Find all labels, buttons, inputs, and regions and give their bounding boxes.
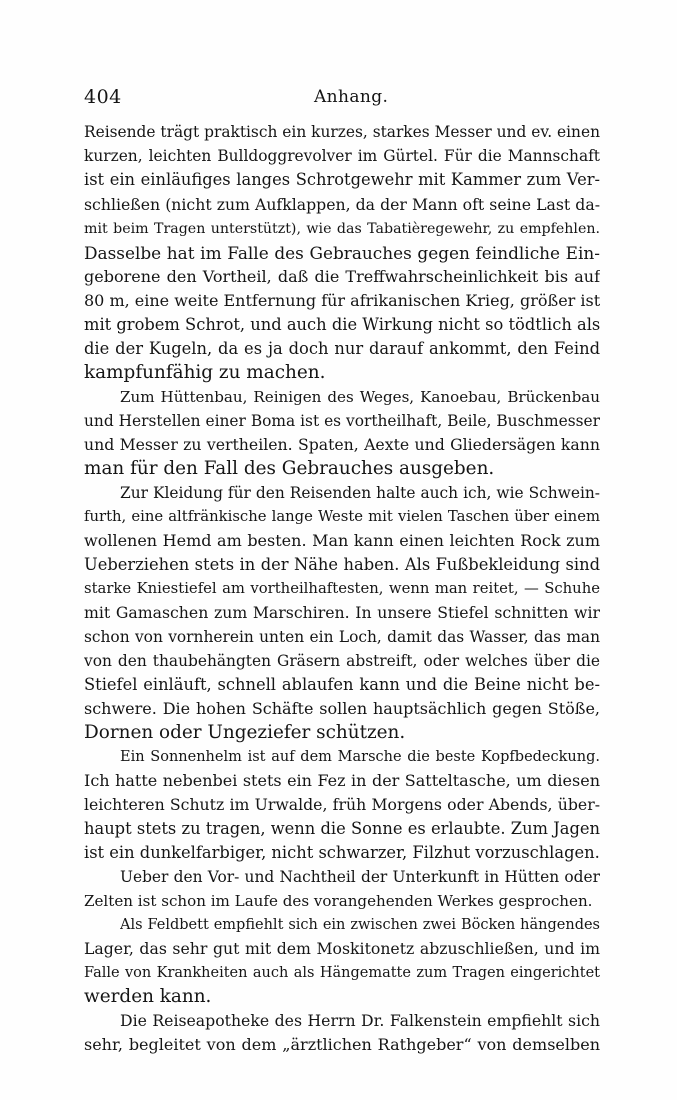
text-line: Die Reiseapotheke des Herrn Dr. Falkenstein empfiehlt sich — [120, 1011, 600, 1030]
text-line: mit Gamaschen zum Marschiren. In unsere Stiefel schnitten wir — [84, 603, 600, 622]
text-line: Zur Kleidung für den Reisenden halte auch ich, wie Schwein- — [120, 484, 600, 502]
page-number: 404 — [84, 86, 122, 108]
running-head: Anhang. — [314, 87, 389, 107]
text-line: man für den Fall des Gebrauches ausgeben. — [84, 458, 495, 479]
text-line: leichteren Schutz im Urwalde, früh Morgens oder Abends, über- — [84, 795, 600, 814]
text-line: von den thaubehängten Gräsern abstreift, oder welches über die — [84, 652, 600, 670]
text-line: Stiefel einläuft, schnell ablaufen kann und die Beine nicht be- — [84, 675, 600, 694]
text-line: ist ein einläufiges langes Schrotgewehr mit Kammer zum Ver- — [84, 170, 600, 189]
text-line: Ueber den Vor- und Nachtheil der Unterkunft in Hütten oder — [120, 868, 600, 886]
text-line: Ich hatte nebenbei stets ein Fez in der Satteltasche, um diesen — [84, 771, 600, 790]
page-header — [84, 86, 600, 112]
text-line: Dornen oder Ungeziefer schützen. — [84, 722, 406, 743]
text-line: und Messer zu vertheilen. Spaten, Aexte und Gliedersägen kann — [84, 435, 600, 454]
text-line: 80 m, eine weite Entfernung für afrikanischen Krieg, größer ist — [84, 291, 600, 310]
text-line: die der Kugeln, da es ja doch nur darauf ankommt, den Feind — [84, 339, 600, 358]
text-line: schon von vornherein unten ein Loch, damit das Wasser, das man — [84, 628, 600, 646]
text-line: schwere. Die hohen Schäfte sollen hauptsächlich gegen Stöße, — [84, 699, 600, 718]
text-line: mit beim Tragen unterstützt), wie das Tabatièregewehr, zu empfehlen. — [84, 221, 600, 237]
text-line: Ueberziehen stets in der Nähe haben. Als Fußbekleidung sind — [84, 555, 600, 574]
text-line: Dasselbe hat im Falle des Gebrauches gegen feindliche Ein- — [84, 243, 600, 263]
text-line: ist ein dunkelfarbiger, nicht schwarzer, Filzhut vorzuschlagen. — [84, 843, 600, 862]
text-line: werden kann. — [84, 986, 212, 1007]
text-line: sehr, begleitet von dem „ärztlichen Rathgeber“ von demselben — [84, 1035, 600, 1054]
text-line: Ein Sonnenhelm ist auf dem Marsche die beste Kopfbedeckung. — [120, 749, 600, 765]
text-line: Lager, das sehr gut mit dem Moskitonetz abzuschließen, und im — [84, 939, 600, 958]
text-line: haupt stets zu tragen, wenn die Sonne es erlaubte. Zum Jagen — [84, 819, 600, 838]
text-line: Zelten ist schon im Laufe des vorangehenden Werkes gesprochen. — [84, 892, 593, 910]
text-line: geborene den Vortheil, daß die Treffwahrscheinlichkeit bis auf — [84, 267, 600, 286]
text-line: wollenen Hemd am besten. Man kann einen leichten Rock zum — [84, 531, 600, 550]
text-line: Zum Hüttenbau, Reinigen des Weges, Kanoebau, Brückenbau — [120, 388, 600, 406]
text-line: mit grobem Schrot, und auch die Wirkung nicht so tödtlich als — [84, 315, 600, 334]
text-line: und Herstellen einer Boma ist es vortheilhaft, Beile, Buschmesser — [84, 412, 600, 430]
text-line: starke Kniestiefel am vortheilhaftesten, wenn man reitet, — Schuhe — [84, 580, 600, 597]
text-line: Falle von Krankheiten auch als Hängematte zum Tragen eingerichtet — [84, 965, 600, 981]
text-line: schließen (nicht zum Aufklappen, da der Mann oft seine Last da- — [84, 195, 600, 214]
text-line: furth, eine altfränkische lange Weste mit vielen Taschen über einem — [84, 508, 600, 525]
text-line: kampfunfähig zu machen. — [84, 362, 326, 383]
text-line: kurzen, leichten Bulldoggrevolver im Gürtel. Für die Mannschaft — [84, 147, 600, 165]
text-line: Reisende trägt praktisch ein kurzes, starkes Messer und ev. einen — [84, 123, 600, 141]
text-line: Als Feldbett empfiehlt sich ein zwischen zwei Böcken hängendes — [120, 917, 600, 933]
